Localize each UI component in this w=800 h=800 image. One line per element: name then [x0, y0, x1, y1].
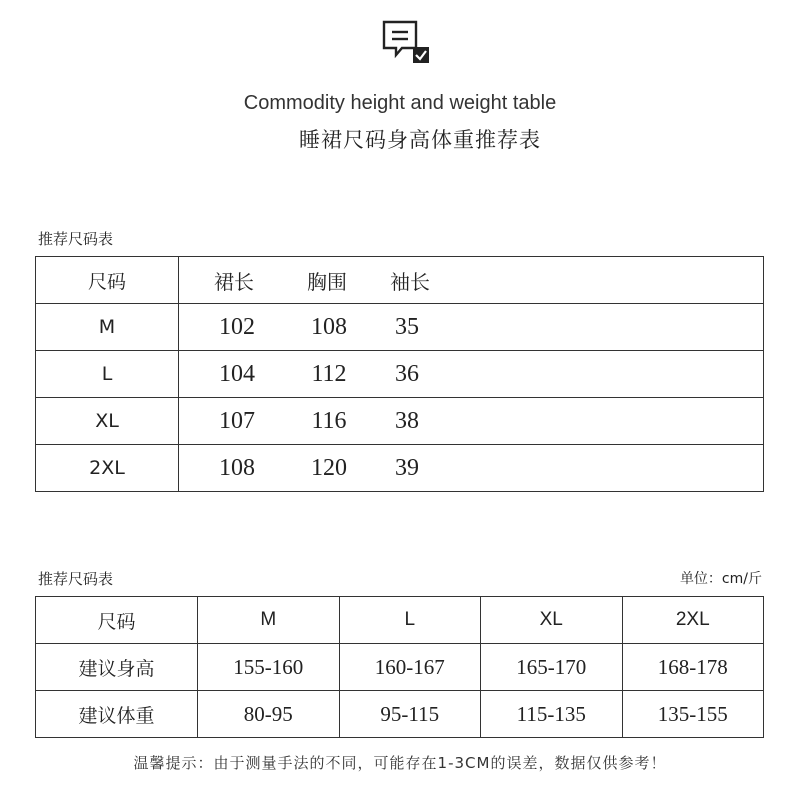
- size-cell: XL: [36, 398, 179, 445]
- height-value: 160-167: [339, 644, 481, 691]
- header-sleeve: 袖长: [390, 269, 430, 294]
- title-chinese: 睡裙尺码身高体重推荐表: [299, 128, 541, 152]
- table-header-row: [36, 257, 764, 304]
- sleeve-value: 35: [395, 313, 419, 340]
- header-size-xl: XL: [481, 597, 623, 644]
- sleeve-value: 39: [395, 454, 419, 481]
- size-cell: M: [36, 304, 179, 351]
- height-value: 168-178: [622, 644, 764, 691]
- header-size-2xl: 2XL: [622, 597, 764, 644]
- table-row: [36, 644, 764, 691]
- header-size: 尺码: [36, 597, 198, 644]
- table1-label: 推荐尺码表: [38, 230, 114, 248]
- table-row: [36, 304, 764, 351]
- message-check-icon: [382, 20, 430, 64]
- title-english: Commodity height and weight table: [243, 92, 557, 114]
- garment-size-table: [35, 256, 764, 492]
- sleeve-value: 36: [395, 360, 419, 387]
- header-size-m: M: [198, 597, 340, 644]
- table2-label: 推荐尺码表: [38, 570, 114, 588]
- header-bust: 胸围: [307, 269, 347, 294]
- row-label-height: 建议身高: [36, 644, 198, 691]
- length-value: 108: [219, 454, 255, 481]
- weight-value: 80-95: [198, 691, 340, 738]
- header-size: 尺码: [36, 257, 179, 304]
- table-row: [36, 445, 764, 492]
- bust-value: 116: [311, 407, 347, 434]
- footnote: 温馨提示：由于测量手法的不同，可能存在1-3CM的误差，数据仅供参考！: [133, 754, 667, 772]
- length-value: 102: [219, 313, 255, 340]
- height-weight-table: [35, 596, 764, 738]
- size-cell: 2XL: [36, 445, 179, 492]
- height-value: 155-160: [198, 644, 340, 691]
- height-value: 165-170: [481, 644, 623, 691]
- bust-value: 112: [311, 360, 347, 387]
- weight-value: 95-115: [339, 691, 481, 738]
- length-value: 107: [219, 407, 255, 434]
- bust-value: 120: [311, 454, 347, 481]
- table-row: [36, 691, 764, 738]
- sleeve-value: 38: [395, 407, 419, 434]
- table-row: [36, 398, 764, 445]
- bust-value: 108: [311, 313, 347, 340]
- table-row: [36, 351, 764, 398]
- unit-label: 单位：cm/斤: [679, 571, 762, 587]
- table-header-row: [36, 597, 764, 644]
- length-value: 104: [219, 360, 255, 387]
- header-length: 裙长: [214, 269, 254, 294]
- header-size-l: L: [339, 597, 481, 644]
- size-cell: L: [36, 351, 179, 398]
- weight-value: 115-135: [481, 691, 623, 738]
- weight-value: 135-155: [622, 691, 764, 738]
- row-label-weight: 建议体重: [36, 691, 198, 738]
